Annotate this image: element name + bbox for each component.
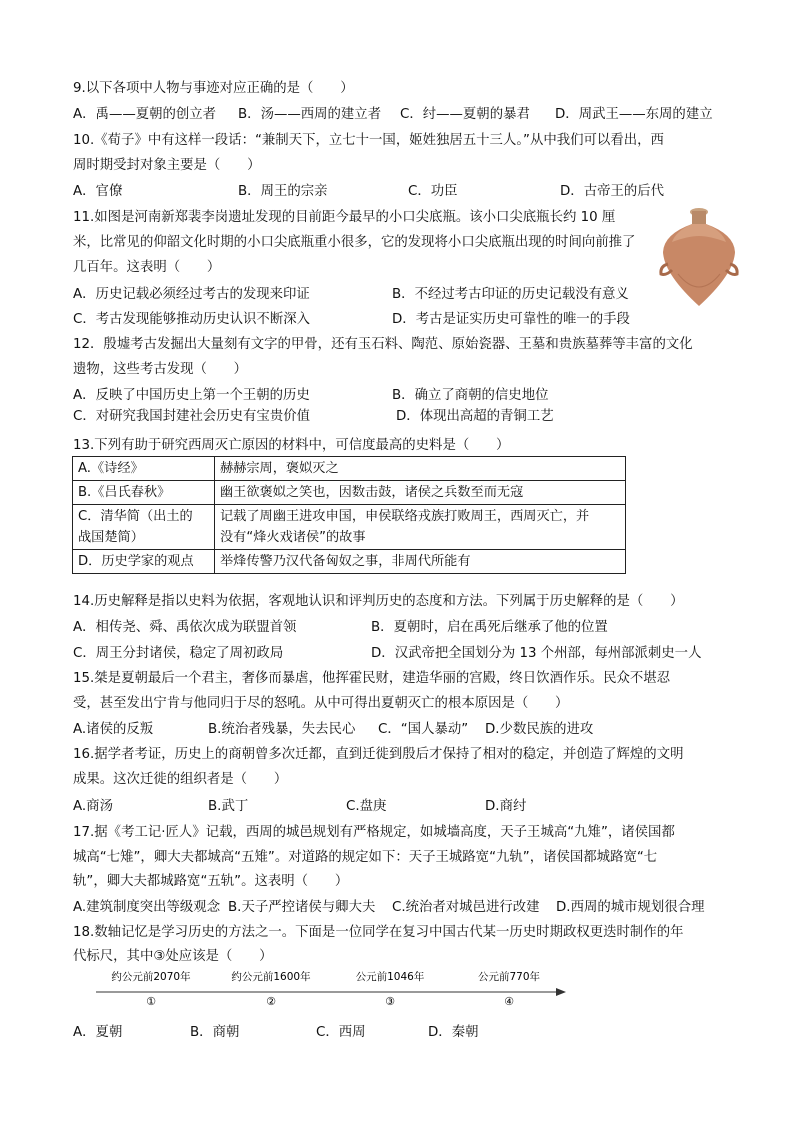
question-11-line1: 11.如图是河南新郑裴李岗遗址发现的目前距今最早的小口尖底瓶。该小口尖底瓶长约 10 厘 <box>73 210 616 225</box>
timeline-date-3: 公元前1046年 <box>355 971 425 983</box>
q9-option-d: D．周武王——东周的建立 <box>555 107 713 122</box>
question-15-line1: 15.桀是夏朝最后一个君主，奢侈而暴虐，他挥霍民财，建造华丽的宫殿，终日饮酒作乐。民众不堪忍 <box>73 671 671 686</box>
q18-option-b: B．商朝 <box>190 1025 240 1040</box>
q15-option-a: A.诸侯的反叛 <box>73 722 154 737</box>
q18-option-d: D．秦朝 <box>428 1025 479 1040</box>
table-cell-source: D．历史学家的观点 <box>73 550 215 574</box>
timeline-date-4: 公元前770年 <box>477 971 541 983</box>
table-cell-content: 举烽传警乃汉代备匈奴之事，非周代所能有 <box>215 550 626 574</box>
q11-option-b: B．不经过考古印证的历史记载没有意义 <box>392 287 629 302</box>
q16-option-b: B.武丁 <box>208 799 249 814</box>
table-cell-source <box>73 505 215 550</box>
table-cell-source: A.《诗经》 <box>73 457 215 481</box>
q15-option-d: D.少数民族的进攻 <box>485 722 594 737</box>
table-cell-content-line1: 记载了周幽王进攻申国，申侯联络戎族打败周王，西周灭亡，并 <box>220 509 590 524</box>
q14-option-d: D．汉武帝把全国划分为 13 个州部，每州部派刺史一人 <box>371 646 702 661</box>
table-cell-source-line1: C．清华简（出土的 <box>78 509 193 524</box>
q10-option-c: C．功臣 <box>408 184 458 199</box>
q16-option-a: A.商汤 <box>73 799 113 814</box>
q16-option-d: D.商纣 <box>485 799 527 814</box>
q14-option-c: C．周王分封诸侯，稳定了周初政局 <box>73 646 284 661</box>
table-cell-content: 赫赫宗周，褒姒灭之 <box>215 457 626 481</box>
q18-option-a: A．夏朝 <box>73 1025 123 1040</box>
q9-option-b: B．汤——西周的建立者 <box>238 107 382 122</box>
q11-option-c: C．考古发现能够推动历史认识不断深入 <box>73 312 310 327</box>
source-table <box>72 456 626 574</box>
q11-option-a: A．历史记载必须经过考古的发现来印证 <box>73 287 310 302</box>
timeline-marker-2: ② <box>266 995 276 1008</box>
table-row <box>73 505 626 550</box>
q10-option-d: D．古帝王的后代 <box>560 184 665 199</box>
q12-option-c: C．对研究我国封建社会历史有宝贵价值 <box>73 409 310 424</box>
question-12-line2: 遗物，这些考古发现（ ） <box>73 362 248 377</box>
timeline-ruler <box>96 965 566 1015</box>
table-cell-content-line2: 没有“烽火戏诸侯”的故事 <box>220 530 366 545</box>
table-cell-content: 幽王欲褒姒之笑也，因数击鼓，诸侯之兵数至而无寇 <box>215 481 626 505</box>
q17-option-d: D.西周的城市规划很合理 <box>556 900 705 915</box>
question-10-line1: 10.《荀子》中有这样一段话：“兼制天下，立七十一国，姬姓独居五十三人。”从中我们可以看出，西 <box>73 133 664 148</box>
table-cell-source-line2: 战国楚简） <box>78 530 144 545</box>
question-15-line2: 受，甚至发出宁肯与他同归于尽的怒吼。从中可得出夏朝灭亡的根本原因是（ ） <box>73 696 569 711</box>
q9-option-c: C．纣——夏朝的暴君 <box>400 107 530 122</box>
pottery-vase-image <box>658 204 740 308</box>
q10-option-a: A．官僚 <box>73 184 123 199</box>
q16-option-c: C.盘庚 <box>346 799 387 814</box>
q12-option-d: D．体现出高超的青铜工艺 <box>396 409 554 424</box>
timeline-marker-3: ③ <box>385 995 395 1008</box>
timeline-date-1: 约公元前2070年 <box>111 971 191 983</box>
question-17-line3: 轨”，卿大夫都城路宽“五轨”。这表明（ ） <box>73 874 349 889</box>
q12-option-b: B．确立了商朝的信史地位 <box>392 388 549 403</box>
q11-option-d: D．考古是证实历史可靠性的唯一的手段 <box>392 312 630 327</box>
table-row <box>73 550 626 574</box>
table-row <box>73 481 626 505</box>
question-17-line1: 17.据《考工记·匠人》记载，西周的城邑规划有严格规定，如城墙高度，天子王城高“九雉”，诸侯国都 <box>73 825 675 840</box>
q15-option-c: C．“国人暴动” <box>378 722 469 737</box>
q18-option-c: C．西周 <box>316 1025 366 1040</box>
question-11-line2: 米，比常见的仰韶文化时期的小口尖底瓶重小很多，它的发现将小口尖底瓶出现的时间向前推了 <box>73 235 636 250</box>
timeline-date-2: 约公元前1600年 <box>231 971 311 983</box>
question-9-stem: 9.以下各项中人物与事迹对应正确的是（ ） <box>73 81 354 96</box>
q14-option-a: A．相传尧、舜、禹依次成为联盟首领 <box>73 620 297 635</box>
question-12-line1: 12．殷墟考古发掘出大量刻有文字的甲骨，还有玉石料、陶范、原始瓷器、王墓和贵族墓葬等丰富的文化 <box>73 337 693 352</box>
table-row <box>73 457 626 481</box>
timeline-arrow-icon <box>556 988 566 996</box>
timeline-marker-4: ④ <box>504 995 514 1008</box>
q15-option-b: B.统治者残暴，失去民心 <box>208 722 356 737</box>
question-18-line2: 代标尺，其中③处应该是（ ） <box>73 949 273 964</box>
table-cell-source: B.《吕氏春秋》 <box>73 481 215 505</box>
timeline-marker-1: ① <box>146 995 156 1008</box>
question-14-stem: 14.历史解释是指以史料为依据，客观地认识和评判历史的态度和方法。下列属于历史解释的是（ ） <box>73 594 684 609</box>
question-16-line1: 16.据学者考证，历史上的商朝曾多次迁都，直到迁徙到殷后才保持了相对的稳定，并创造了辉煌的文明 <box>73 747 684 762</box>
question-11-line3: 几百年。这表明（ ） <box>73 260 221 275</box>
q12-option-a: A．反映了中国历史上第一个王朝的历史 <box>73 388 310 403</box>
question-13-stem: 13.下列有助于研究西周灭亡原因的材料中，可信度最高的史料是（ ） <box>73 438 510 453</box>
q9-option-a: A．禹——夏朝的创立者 <box>73 107 217 122</box>
q17-option-b: B.天子严控诸侯与卿大夫 <box>228 900 376 915</box>
q14-option-b: B．夏朝时，启在禹死后继承了他的位置 <box>371 620 608 635</box>
q17-option-c: C.统治者对城邑进行改建 <box>392 900 540 915</box>
question-17-line2: 城高“七雉”，卿大夫都城高“五雉”。对道路的规定如下：天子王城路宽“九轨”，诸侯国都城路宽“七 <box>73 850 658 865</box>
q10-option-b: B．周王的宗亲 <box>238 184 328 199</box>
question-16-line2: 成果。这次迁徙的组织者是（ ） <box>73 772 288 787</box>
table-cell-content <box>215 505 626 550</box>
q17-option-a: A.建筑制度突出等级观念 <box>73 900 221 915</box>
question-18-line1: 18.数轴记忆是学习历史的方法之一。下面是一位同学在复习中国古代某一历史时期政权更迭时制作的年 <box>73 925 684 940</box>
question-10-line2: 周时期受封对象主要是（ ） <box>73 158 261 173</box>
